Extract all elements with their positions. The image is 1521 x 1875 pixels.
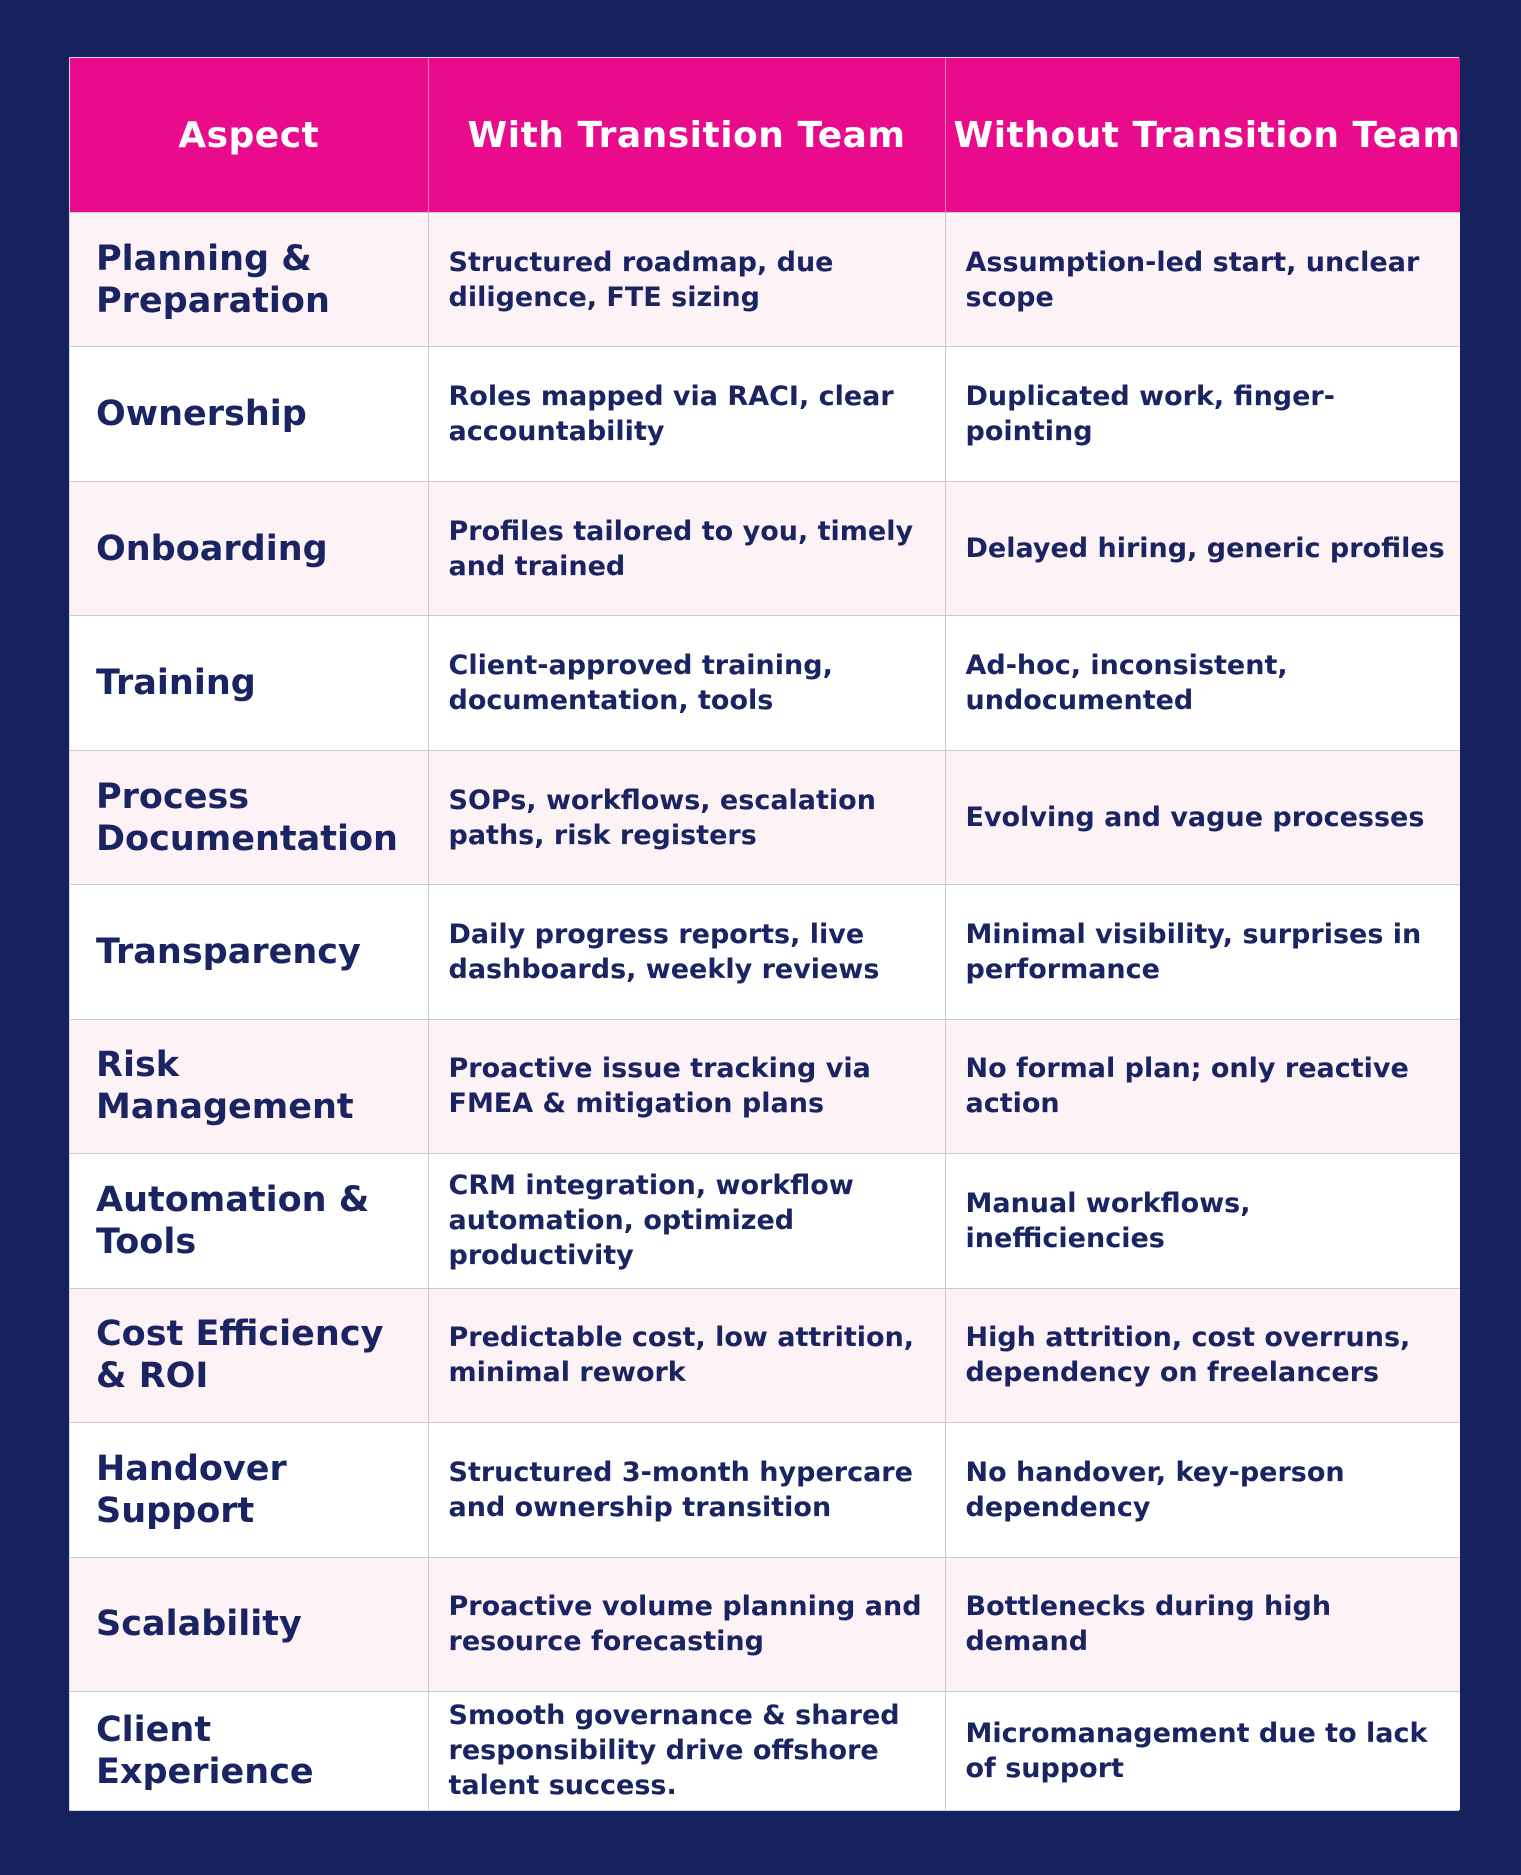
without-cell: Micromanagement due to lack of support: [945, 1691, 1460, 1810]
header-row: [70, 58, 1460, 213]
without-cell: Assumption-led start, unclear scope: [945, 213, 1460, 347]
header-aspect: Aspect: [70, 58, 428, 213]
aspect-cell: Onboarding: [70, 481, 428, 615]
with-cell: Proactive issue tracking via FMEA & mitigation plans: [428, 1019, 945, 1153]
with-cell: Roles mapped via RACI, clear accountability: [428, 347, 945, 481]
aspect-cell: Risk Management: [70, 1019, 428, 1153]
with-cell: Structured roadmap, due diligence, FTE sizing: [428, 213, 945, 347]
aspect-cell: Client Experience: [70, 1691, 428, 1810]
table-row: [70, 481, 1460, 615]
table-row: [70, 1019, 1460, 1153]
table-row: [70, 750, 1460, 884]
without-cell: Manual workflows, inefficiencies: [945, 1154, 1460, 1288]
aspect-cell: Cost Efficiency & ROI: [70, 1288, 428, 1422]
table-row: [70, 347, 1460, 481]
table-row: [70, 1154, 1460, 1288]
with-cell: Predictable cost, low attrition, minimal rework: [428, 1288, 945, 1422]
aspect-cell: Transparency: [70, 885, 428, 1019]
aspect-cell: Planning & Preparation: [70, 213, 428, 347]
with-cell: SOPs, workflows, escalation paths, risk registers: [428, 750, 945, 884]
without-cell: Evolving and vague processes: [945, 750, 1460, 884]
table-row: [70, 616, 1460, 750]
aspect-cell: Process Documentation: [70, 750, 428, 884]
without-cell: High attrition, cost overruns, dependency on freelancers: [945, 1288, 1460, 1422]
without-cell: Bottlenecks during high demand: [945, 1557, 1460, 1691]
with-cell: Proactive volume planning and resource forecasting: [428, 1557, 945, 1691]
table-row: [70, 1691, 1460, 1810]
table-row: [70, 885, 1460, 1019]
table-row: [70, 1423, 1460, 1557]
table-header: [70, 58, 1460, 213]
header-with-transition-team: With Transition Team: [428, 58, 945, 213]
without-cell: Delayed hiring, generic profiles: [945, 481, 1460, 615]
with-cell: Client-approved training, documentation, tools: [428, 616, 945, 750]
with-cell: Smooth governance & shared responsibility drive offshore talent success.: [428, 1691, 945, 1810]
table-row: [70, 1288, 1460, 1422]
with-cell: Daily progress reports, live dashboards, weekly reviews: [428, 885, 945, 1019]
comparison-table-container: [69, 57, 1459, 1811]
without-cell: Ad-hoc, inconsistent, undocumented: [945, 616, 1460, 750]
header-without-transition-team: Without Transition Team: [945, 58, 1460, 213]
aspect-cell: Handover Support: [70, 1423, 428, 1557]
aspect-cell: Automation & Tools: [70, 1154, 428, 1288]
with-cell: Profiles tailored to you, timely and trained: [428, 481, 945, 615]
aspect-cell: Ownership: [70, 347, 428, 481]
aspect-cell: Scalability: [70, 1557, 428, 1691]
with-cell: Structured 3-month hypercare and ownership transition: [428, 1423, 945, 1557]
aspect-cell: Training: [70, 616, 428, 750]
comparison-table: [70, 58, 1460, 1810]
table-row: [70, 1557, 1460, 1691]
without-cell: No handover, key-person dependency: [945, 1423, 1460, 1557]
without-cell: Duplicated work, finger-pointing: [945, 347, 1460, 481]
with-cell: CRM integration, workflow automation, optimized productivity: [428, 1154, 945, 1288]
table-row: [70, 213, 1460, 347]
without-cell: No formal plan; only reactive action: [945, 1019, 1460, 1153]
table-body: [70, 213, 1460, 1811]
without-cell: Minimal visibility, surprises in performance: [945, 885, 1460, 1019]
